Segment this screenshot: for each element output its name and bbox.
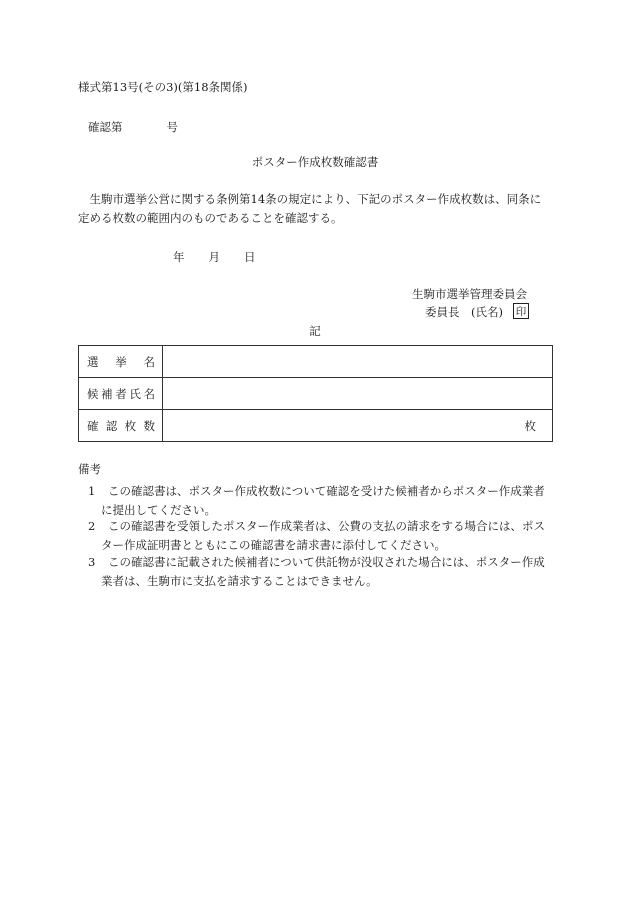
note-text: この確認書は、ポスター作成枚数について確認を受けた候補者からポスター作成業者: [108, 484, 545, 498]
note-text: この確認書を受領したポスター作成業者は、公費の支払の請求をする場合には、ポス: [108, 519, 545, 533]
document-title: ポスター作成枚数確認書: [251, 155, 379, 169]
row-value-count: 枚: [163, 410, 553, 442]
row-label-election: 選挙名: [79, 346, 163, 378]
note-item: [88, 553, 558, 591]
ki-heading: 記: [309, 324, 321, 338]
issuer-chairman: 委員長 (氏名): [425, 305, 503, 319]
detail-table: [78, 345, 553, 442]
confirmation-number-suffix: 号: [166, 120, 178, 134]
table-row: [79, 346, 553, 378]
seal-mark: 印: [513, 303, 529, 319]
note-number: 1: [88, 484, 96, 498]
note-number: 3: [88, 555, 96, 569]
date-month: 月: [208, 250, 220, 264]
date-line: [173, 249, 256, 265]
date-year: 年: [173, 250, 185, 264]
body-line-2: 定める枚数の範囲内のものであることを確認する。: [78, 211, 343, 225]
issuer-committee: 生駒市選挙管理委員会: [412, 287, 527, 301]
row-label-count: 確認枚数: [79, 410, 163, 442]
note-text-continued: ター作成証明書とともにこの確認書を請求書に添付してください。: [101, 538, 446, 552]
form-number: 様式第13号(その3)(第18条関係): [78, 80, 248, 94]
confirmation-number: [88, 119, 178, 135]
table-row: [79, 410, 553, 442]
row-label-candidate: 候補者氏名: [79, 378, 163, 410]
row-value-election: [163, 346, 553, 378]
note-item: [88, 482, 558, 520]
note-text-continued: 業者は、生駒市に支払を請求することはできません。: [101, 574, 378, 588]
note-item: [88, 517, 558, 555]
body-paragraph: [78, 190, 556, 228]
note-text-continued: に提出してください。: [101, 503, 216, 517]
date-day: 日: [244, 250, 256, 264]
table-row: [79, 378, 553, 410]
body-line-1: 生駒市選挙公営に関する条例第14条の規定により、下記のポスター作成枚数は、同条に: [78, 192, 542, 206]
note-text: この確認書に記載された候補者について供託物が没収された場合には、ポスター作成: [108, 555, 545, 569]
note-number: 2: [88, 519, 96, 533]
row-value-candidate: [163, 378, 553, 410]
confirmation-number-prefix: 確認第: [88, 120, 123, 134]
notes-heading: 備考: [78, 462, 101, 476]
